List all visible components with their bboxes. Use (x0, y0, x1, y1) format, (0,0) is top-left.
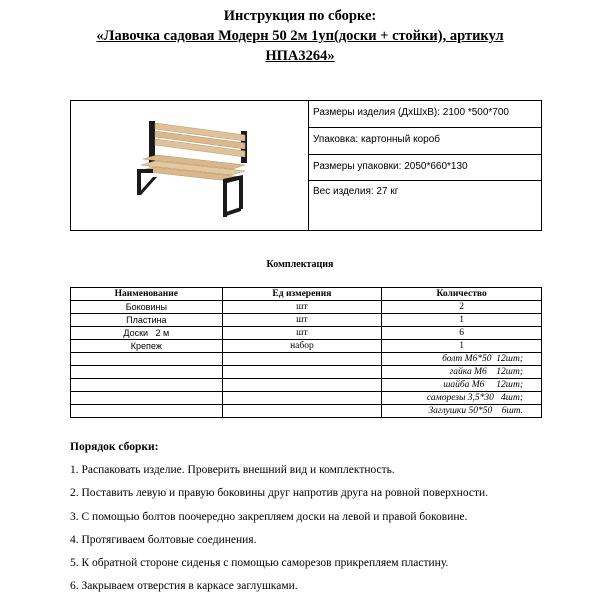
kit-item-name: Доски 2 м (71, 327, 223, 340)
assembly-step-6: 6. Закрываем отверстия в каркасе заглушками. (70, 580, 298, 592)
assembly-step-2: 2. Поставить левую и правую боковины друг напротив друга на ровной поверхности. (70, 487, 489, 499)
kit-item-unit: шт (222, 301, 382, 314)
spec-weight: Вес изделия: 27 кг (313, 186, 399, 197)
kit-item-qty: 6 (382, 327, 542, 340)
table-row (71, 405, 542, 418)
empty-cell (222, 405, 382, 418)
title-line-3: НПА3264» (265, 48, 335, 64)
spec-packaging: Упаковка: картонный короб (309, 128, 541, 155)
kit-item-unit: шт (222, 327, 382, 340)
table-row (71, 353, 542, 366)
kit-header-unit: Ед измерения (222, 288, 382, 301)
kit-header-name: Наименование (71, 288, 223, 301)
table-row (71, 327, 542, 340)
kit-item-name: Боковины (71, 301, 223, 314)
kit-item-unit: набор (222, 340, 382, 353)
kit-item-qty: 1 (382, 340, 542, 353)
spec-table (70, 100, 542, 231)
empty-cell (71, 353, 223, 366)
kit-table (70, 287, 542, 418)
assembly-step-3: 3. С помощью болтов поочередно закрепляем доски на левой и правой боковине. (70, 511, 468, 523)
kit-item-name: Пластина (71, 314, 223, 327)
table-row (71, 314, 542, 327)
fastener-item: Заглушки 50*50 6шт. (382, 405, 542, 418)
assembly-step-5: 5. К обратной стороне сиденья с помощью саморезов прикрепляем пластину. (70, 557, 449, 569)
fastener-item: саморезы 3,5*30 4шт; (382, 392, 542, 405)
empty-cell (222, 366, 382, 379)
kit-item-unit: шт (222, 314, 382, 327)
product-image-cell (71, 101, 309, 230)
table-row (71, 340, 542, 353)
table-row (71, 392, 542, 405)
empty-cell (71, 392, 223, 405)
assembly-step-1: 1. Распаковать изделие. Проверить внешний вид и комплектность. (70, 464, 395, 476)
fastener-item: шайба М6 12шт; (382, 379, 542, 392)
fastener-item: болт М6*50 12шт; (382, 353, 542, 366)
fastener-item: гайка М6 12шт; (382, 366, 542, 379)
empty-cell (71, 379, 223, 392)
table-row (71, 379, 542, 392)
spec-package-size: Размеры упаковки: 2050*660*130 (309, 155, 541, 181)
empty-cell (222, 379, 382, 392)
document-title (0, 6, 600, 66)
table-row (71, 301, 542, 314)
kit-item-qty: 1 (382, 314, 542, 327)
kit-header-qty: Количество (382, 288, 542, 301)
title-line-2: «Лавочка садовая Модерн 50 2м 1уп(доски + стойки), артикул (96, 28, 504, 44)
empty-cell (71, 366, 223, 379)
kit-header-row (71, 288, 542, 301)
spec-dimensions: Размеры изделия (ДхШхВ): 2100 *500*700 (309, 101, 541, 128)
assembly-step-4: 4. Протягиваем болтовые соединения. (70, 534, 257, 546)
empty-cell (222, 392, 382, 405)
title-line-1: Инструкция по сборке: (223, 8, 377, 24)
kit-title: Комплектация (266, 259, 334, 270)
empty-cell (71, 405, 223, 418)
table-row (71, 366, 542, 379)
bench-illustration-icon (113, 111, 273, 223)
assembly-title: Порядок сборки: (70, 441, 159, 453)
empty-cell (222, 353, 382, 366)
kit-item-name: Крепеж (71, 340, 223, 353)
kit-item-qty: 2 (382, 301, 542, 314)
